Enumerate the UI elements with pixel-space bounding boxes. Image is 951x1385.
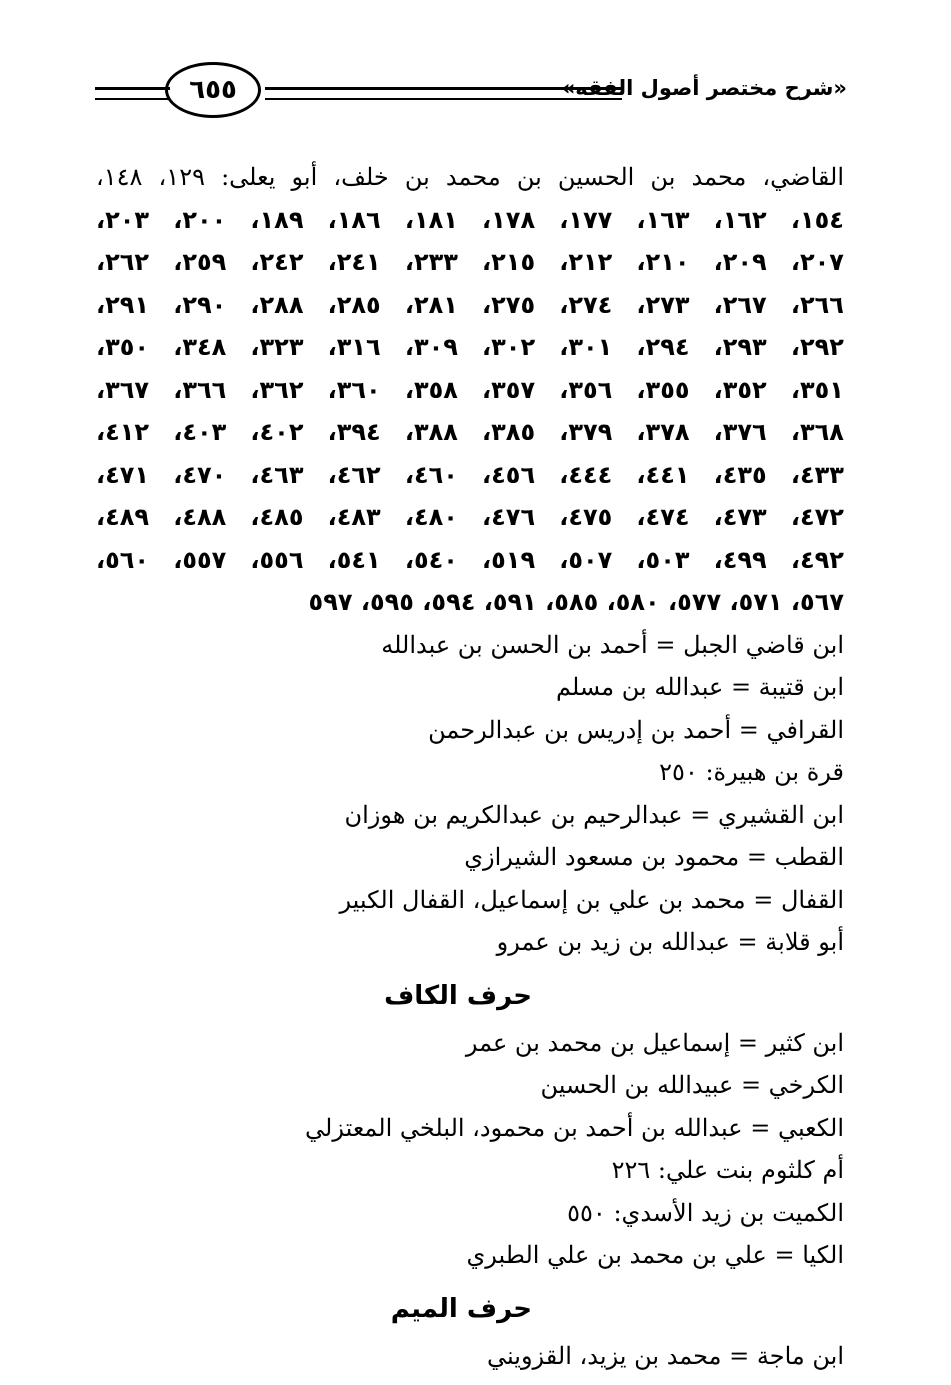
page-ref-line: ٢٦٦، ٢٦٧، ٢٧٣، ٢٧٤، ٢٧٥، ٢٨١، ٢٨٥، ٢٨٨، ٢٩٠، ٢٩١، [96, 290, 844, 319]
index-entry: قرة بن هبيرة: ٢٥٠ [659, 758, 844, 786]
page-ref-line: ١٥٤، ١٦٢، ١٦٣، ١٧٧، ١٧٨، ١٨١، ١٨٦، ١٨٩، ٢٠٠، ٢٠٣، [96, 205, 844, 234]
page-ref-line: ٢٩٢، ٢٩٣، ٢٩٤، ٣٠١، ٣٠٢، ٣٠٩، ٣١٦، ٣٢٣، ٣٤٨، ٣٥٠، [96, 333, 844, 361]
page-ref-line: ٣٦٨، ٣٧٦، ٣٧٨، ٣٧٩، ٣٨٥، ٣٨٨، ٣٩٤، ٤٠٢، ٤٠٣، ٤١٢، [96, 418, 844, 446]
page-ref-line: ٤٧٢، ٤٧٣، ٤٧٤، ٤٧٥، ٤٧٦، ٤٨٠، ٤٨٣، ٤٨٥، ٤٨٨، ٤٨٩، [96, 503, 844, 531]
index-entry: الكرخي = عبيدالله بن الحسين [540, 1071, 844, 1099]
index-entry: ابن قتيبة = عبدالله بن مسلم [555, 673, 844, 701]
index-entry: ابن ماجة = محمد بن يزيد، القزويني [487, 1341, 844, 1370]
running-title: «شرح مختصر أصول الفقه» [561, 76, 847, 100]
index-content [96, 156, 844, 1377]
header-rule-left [95, 87, 170, 100]
page-ref-line: ٤٩٢، ٤٩٩، ٥٠٣، ٥٠٧، ٥١٩، ٥٤٠، ٥٤١، ٥٥٦، ٥٥٧، ٥٦٠، [96, 545, 844, 574]
index-entry: الكيا = علي بن محمد بن علي الطبري [466, 1241, 844, 1269]
section-heading-mim: حرف الميم [390, 1293, 532, 1324]
index-entry: أبو قلابة = عبدالله بن زيد بن عمرو [496, 928, 844, 956]
page-ref-line: ٣٥١، ٣٥٢، ٣٥٥، ٣٥٦، ٣٥٧، ٣٥٨، ٣٦٠، ٣٦٢، ٣٦٦، ٣٦٧، [96, 375, 844, 404]
page-ref-line-last: ٥٦٧، ٥٧١، ٥٧٧، ٥٨٠، ٥٨٥، ٥٩١، ٥٩٤، ٥٩٥، ٥٩٧ [308, 588, 844, 616]
page-header [95, 60, 847, 130]
index-entry-qadi: القاضي، محمد بن الحسين بن محمد بن خلف، أبو يعلى: ١٢٩، ١٤٨، [96, 163, 844, 191]
index-entry: الكميت بن زيد الأسدي: ٥٥٠ [567, 1198, 844, 1227]
index-entry: ابن قاضي الجبل = أحمد بن الحسن بن عبدالله [381, 630, 844, 659]
page-ref-line: ٤٣٣، ٤٣٥، ٤٤١، ٤٤٤، ٤٥٦، ٤٦٠، ٤٦٢، ٤٦٣، ٤٧٠، ٤٧١، [96, 460, 844, 489]
section-heading-kaf: حرف الكاف [384, 980, 532, 1011]
index-entry: ابن كثير = إسماعيل بن محمد بن عمر [465, 1028, 844, 1057]
page-ref-line: ٢٠٧، ٢٠٩، ٢١٠، ٢١٢، ٢١٥، ٢٣٣، ٢٤١، ٢٤٢، ٢٥٩، ٢٦٢، [96, 248, 844, 276]
index-entry: أم كلثوم بنت علي: ٢٢٦ [611, 1156, 844, 1184]
index-entry: القطب = محمود بن مسعود الشيرازي [464, 843, 844, 871]
index-entry: الكعبي = عبدالله بن أحمد بن محمود، البلخي المعتزلي [305, 1113, 844, 1142]
page-number: ٦٥٥ [165, 62, 261, 118]
index-entry: القرافي = أحمد بن إدريس بن عبدالرحمن [428, 715, 844, 744]
index-entry: القفال = محمد بن علي بن إسماعيل، القفال الكبير [339, 885, 844, 914]
index-entry: ابن القشيري = عبدالرحيم بن عبدالكريم بن هوزان [344, 800, 844, 829]
